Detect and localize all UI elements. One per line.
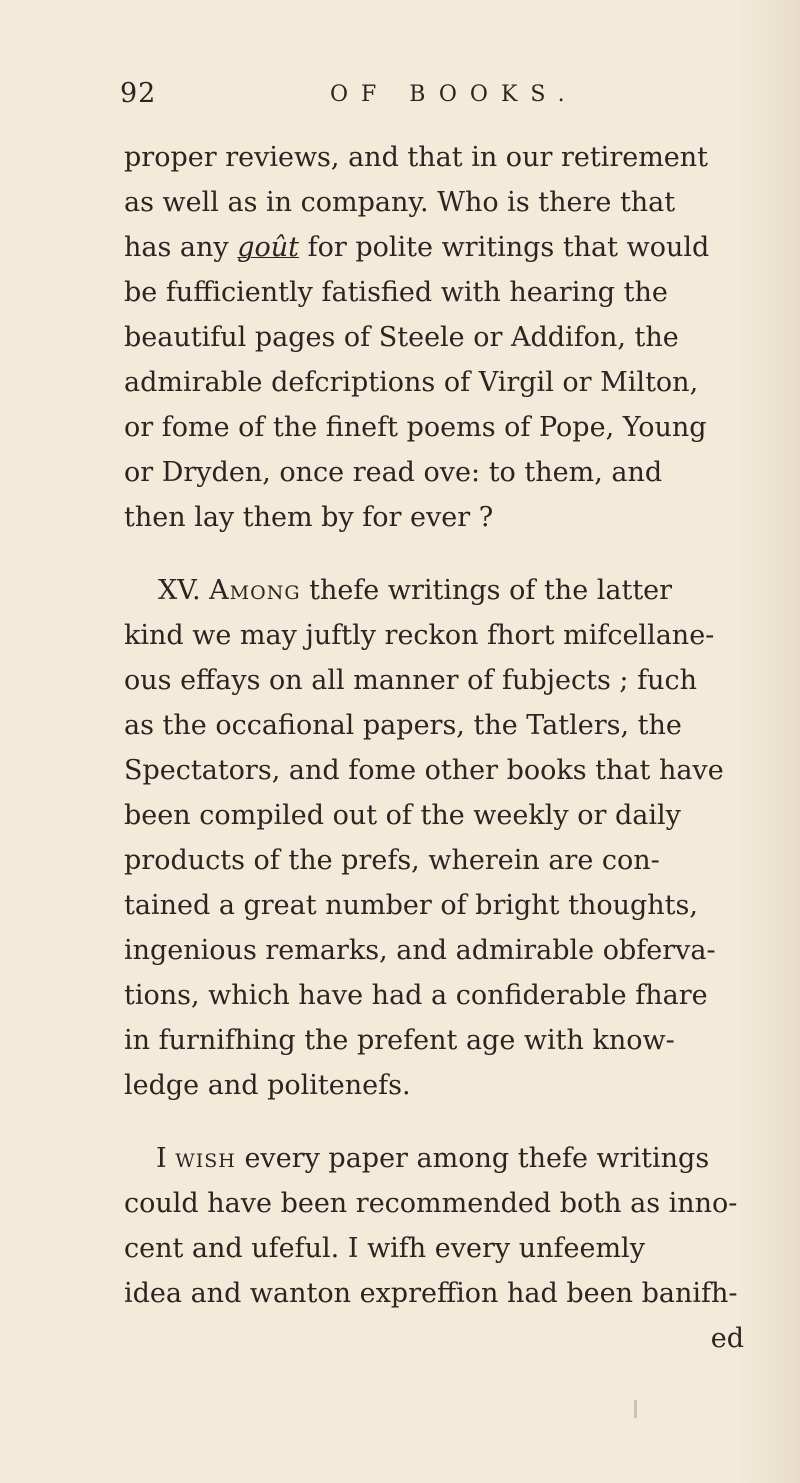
text-line: Spectators, and fome other books that have: [124, 755, 724, 786]
text-line: ous effays on all manner of fubjects ; fuch: [124, 665, 697, 696]
text-fragment: every paper among thefe writings: [235, 1143, 710, 1174]
running-head: OF BOOKS.: [330, 82, 578, 107]
text-fragment: thefe writings of the latter: [300, 575, 673, 606]
text-line: as the occafional papers, the Tatlers, the: [124, 710, 682, 741]
catchword: ed: [710, 1323, 744, 1354]
text-line: in furnifhing the prefent age with know-: [124, 1025, 675, 1056]
text-line: as well as in company. Who is there that: [124, 187, 676, 218]
text-line: or fome of the fineft poems of Pope, Young: [124, 412, 707, 443]
italic-word: goût: [237, 232, 300, 263]
text-line: ledge and politenefs.: [124, 1070, 411, 1101]
small-caps-word: wish: [175, 1143, 236, 1174]
text-line: products of the prefs, wherein are con-: [124, 845, 660, 876]
text-line: idea and wanton expreffion had been banifh-: [124, 1278, 738, 1309]
text-line: [124, 1136, 764, 1181]
text-line: tions, which have had a confiderable fhare: [124, 980, 708, 1011]
small-caps-word: Among: [209, 575, 301, 606]
text-line: then lay them by for ever ?: [124, 502, 494, 533]
text-line: beautiful pages of Steele or Addifon, the: [124, 322, 679, 353]
text-fragment: I: [156, 1143, 176, 1174]
text-line: cent and ufeful. I wifh every unfeemly: [124, 1233, 645, 1264]
text-fragment: for polite writings that would: [299, 232, 710, 263]
text-line: [124, 225, 764, 270]
page-header: [120, 78, 700, 118]
body-text: [124, 135, 764, 1361]
paragraph-1: [124, 135, 764, 540]
text-line: been compiled out of the weekly or daily: [124, 800, 681, 831]
ink-speck: [634, 1400, 637, 1418]
text-line: [124, 568, 764, 613]
paragraph-2: [124, 568, 764, 1108]
paragraph-3: [124, 1136, 764, 1361]
text-line: be fufficiently fatisfied with hearing the: [124, 277, 668, 308]
text-line: admirable defcriptions of Virgil or Milton,: [124, 367, 699, 398]
text-line: ingenious remarks, and admirable obferva-: [124, 935, 716, 966]
text-fragment: has any: [124, 232, 238, 263]
section-number: XV.: [158, 575, 210, 606]
text-line: or Dryden, once read ove: to them, and: [124, 457, 663, 488]
text-line: proper reviews, and that in our retirement: [124, 142, 709, 173]
text-line: kind we may juftly reckon fhort mifcellane-: [124, 620, 715, 651]
page-number: 92: [120, 78, 157, 109]
text-line: tained a great number of bright thoughts,: [124, 890, 698, 921]
text-line: could have been recommended both as inno-: [124, 1188, 738, 1219]
